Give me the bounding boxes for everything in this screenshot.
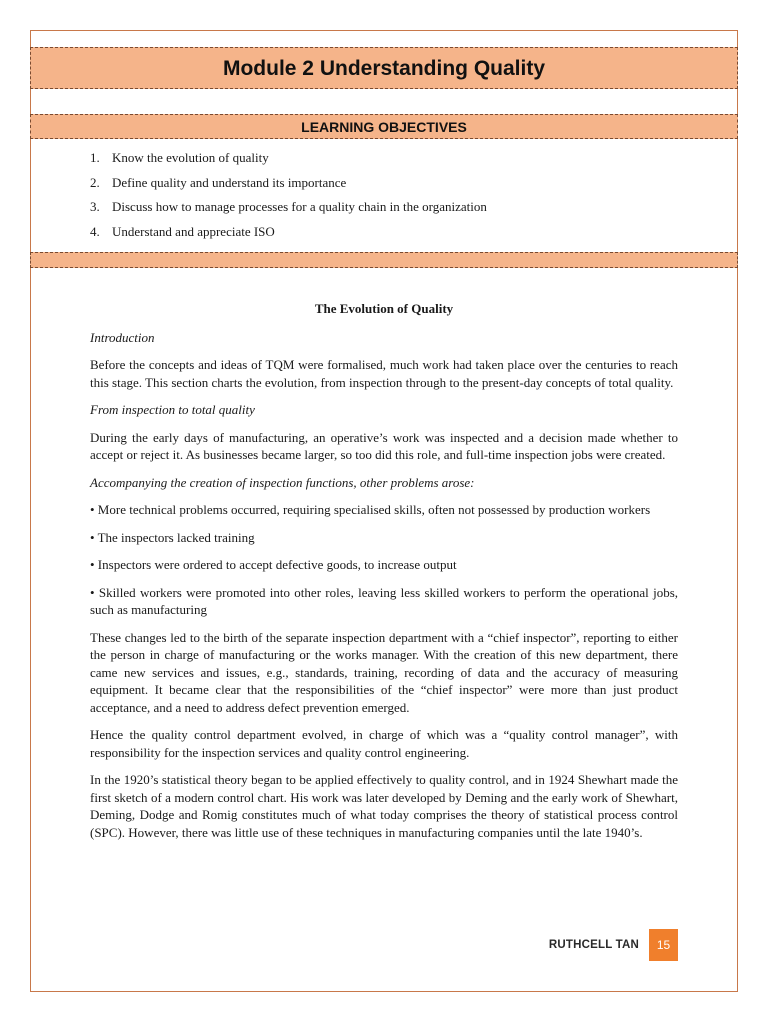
- objective-number: 1.: [90, 150, 100, 165]
- page-number: 15: [649, 929, 678, 961]
- bullet-item: • More technical problems occurred, requiring specialised skills, often not possessed by production workers: [90, 502, 651, 517]
- intro-label: Introduction: [90, 329, 155, 345]
- changes-paragraph: These changes led to the birth of the separate inspection department with a “chief inspector”, reporting to either the person in charge of manufacturing or the works manager. With the creation of this new department, there came new services and issues, e.g., standards, training, recording of data and the accuracy of measuring equipment. It became clear that the responsibilities of the “chief inspector” were more than just product acceptance, and a need to address defect prevention emerged.: [90, 629, 678, 715]
- intro-paragraph: Before the concepts and ideas of TQM were formalised, much work had taken place over the centuries to reach this stage. This section charts the evolution, from inspection through to the present-day concepts of total quality.: [90, 357, 678, 390]
- objective-text: Discuss how to manage processes for a quality chain in the organization: [112, 199, 487, 214]
- qc-paragraph: Hence the quality control department evolved, in charge of which was a “quality control manager”, with responsibility for the inspection services and quality control engineering.: [90, 727, 678, 760]
- objective-text: Know the evolution of quality: [112, 150, 269, 165]
- objective-item: [90, 148, 487, 173]
- objective-item: [90, 173, 487, 198]
- problems-label: Accompanying the creation of inspection functions, other problems arose:: [90, 474, 475, 490]
- objectives-list: [90, 148, 487, 246]
- objective-item: [90, 222, 487, 247]
- inspection-label: From inspection to total quality: [90, 402, 255, 417]
- separator-band: [30, 252, 738, 268]
- objectives-band: [30, 114, 738, 139]
- main-content: [90, 300, 678, 851]
- footer: [549, 929, 678, 961]
- objective-number: 2.: [90, 174, 100, 190]
- bullet-item: • The inspectors lacked training: [90, 529, 255, 545]
- objective-number: 3.: [90, 199, 100, 214]
- inspection-paragraph: During the early days of manufacturing, an operative’s work was inspected and a decision made whether to accept or reject it. As businesses became larger, so too did this role, and full-time inspection jobs were created.: [90, 429, 678, 462]
- objective-text: Understand and appreciate ISO: [112, 223, 275, 239]
- statistical-paragraph: In the 1920’s statistical theory began to be applied effectively to quality control, and in 1924 Shewhart made the first sketch of a modern control chart. His work was later developed by Deming and the early work of Shewhart, Deming, Dodge and Romig constitutes much of what today comprises the theory of statistical process control (SPC). However, there was little use of these techniques in manufacturing companies until the late 1940’s.: [90, 772, 678, 840]
- section-heading: The Evolution of Quality: [314, 301, 454, 316]
- bullet-item: • Inspectors were ordered to accept defective goods, to increase output: [90, 557, 457, 572]
- title-band: [30, 47, 738, 89]
- objectives-heading: LEARNING OBJECTIVES: [301, 119, 467, 135]
- objective-number: 4.: [90, 223, 100, 239]
- module-title: Module 2 Understanding Quality: [222, 57, 546, 80]
- objective-item: [90, 197, 487, 222]
- objective-text: Define quality and understand its importance: [112, 174, 347, 190]
- author-name: RUTHCELL TAN: [548, 939, 639, 951]
- bullet-item: • Skilled workers were promoted into other roles, leaving less skilled workers to perform the operational jobs, such as manufacturing: [90, 584, 678, 617]
